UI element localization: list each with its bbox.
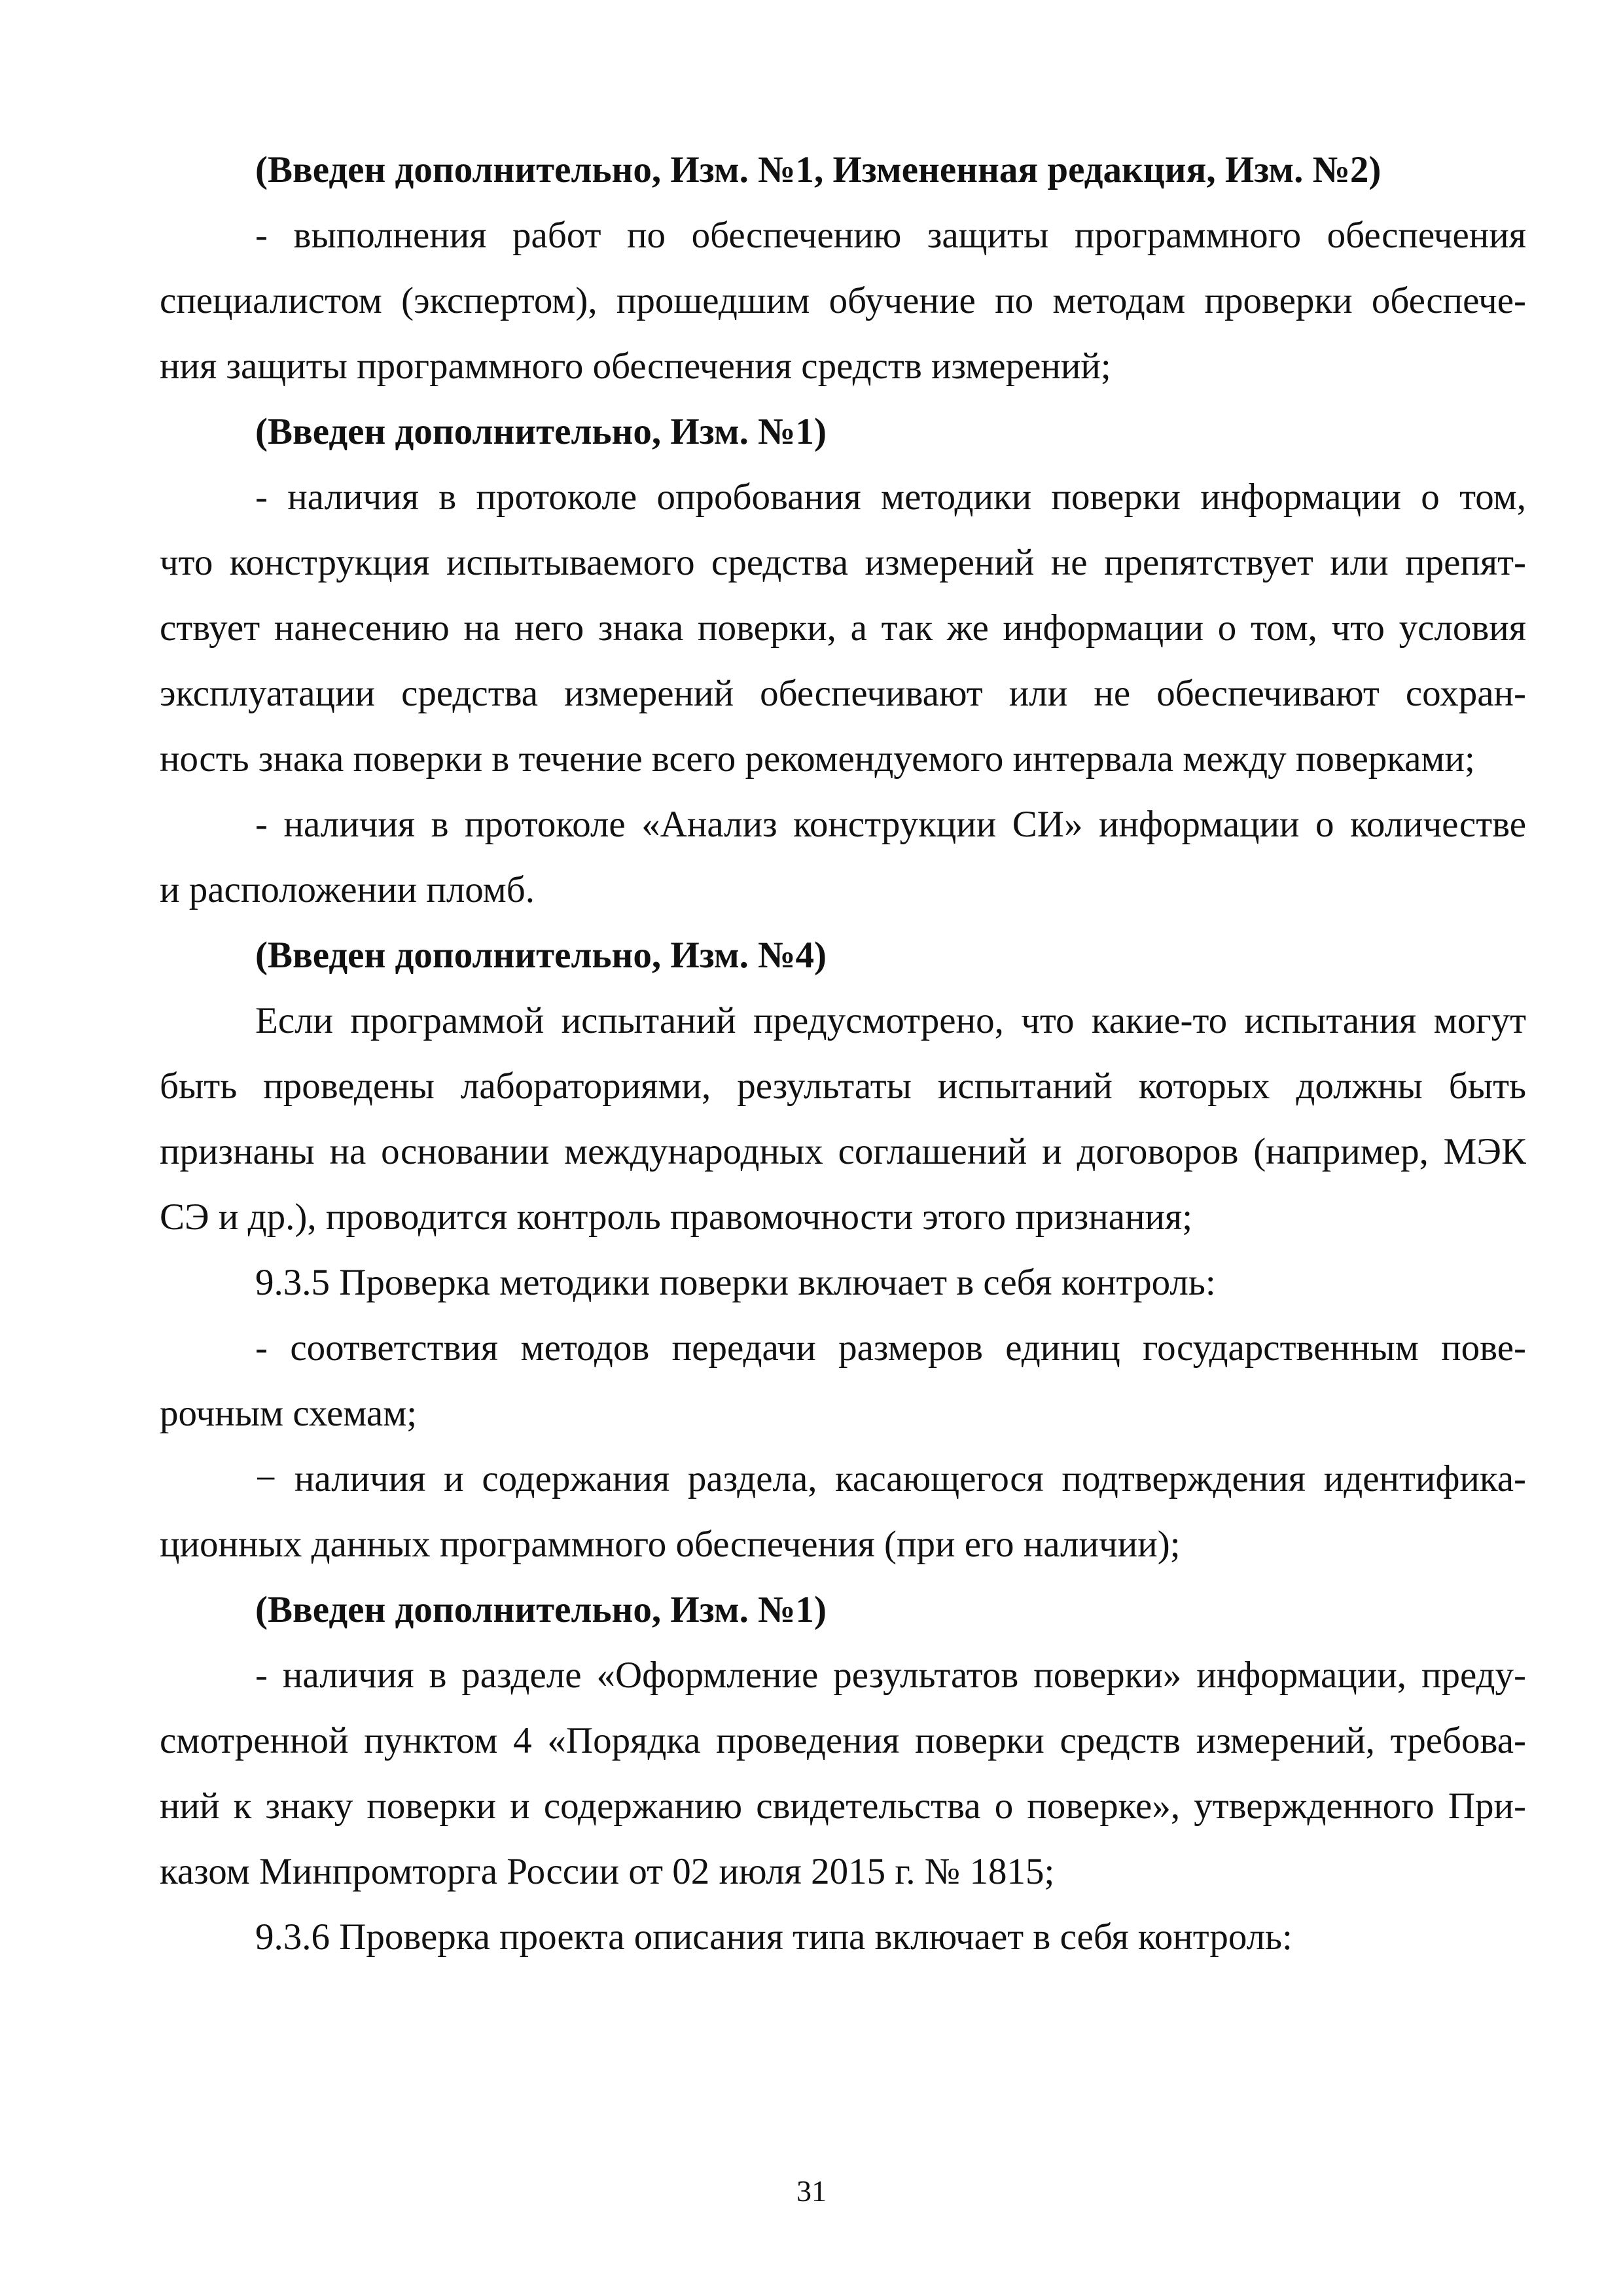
text-line: рочным схемам;: [160, 1393, 418, 1434]
amendment-note-4: (Введен дополнительно, Изм. №1): [255, 1589, 827, 1630]
text-line: ния защиты программного обеспечения средств измерений;: [160, 346, 1111, 387]
text-line: - наличия в протоколе опробования методики поверки информации о том,: [255, 476, 1526, 518]
text-line: − наличия и содержания раздела, касающегося подтверждения идентифика-: [255, 1458, 1526, 1499]
text-line: и расположении пломб.: [160, 869, 535, 910]
amendment-note-2: (Введен дополнительно, Изм. №1): [255, 411, 827, 452]
amendment-note-1: (Введен дополнительно, Изм. №1, Измененная редакция, Изм. №2): [255, 149, 1382, 190]
text-line: ционных данных программного обеспечения (при его наличии);: [160, 1524, 1181, 1565]
text-line: СЭ и др.), проводится контроль правомочности этого признания;: [160, 1196, 1193, 1238]
text-line: ний к знаку поверки и содержанию свидетельства о поверке», утвержденного При-: [160, 1785, 1526, 1827]
text-line: - наличия в разделе «Оформление результатов поверки» информации, преду-: [255, 1655, 1526, 1696]
text-line: Если программой испытаний предусмотрено, что какие-то испытания могут: [255, 1000, 1526, 1041]
section-heading-9-3-5: 9.3.5 Проверка методики поверки включает в себя контроль:: [255, 1262, 1216, 1303]
text-line: признаны на основании международных соглашений и договоров (например, МЭК: [160, 1131, 1526, 1172]
text-line: - соответствия методов передачи размеров единиц государственным пове-: [255, 1327, 1526, 1369]
text-line: смотренной пунктом 4 «Порядка проведения поверки средств измерений, требова-: [160, 1720, 1526, 1761]
text-line: казом Минпромторга России от 02 июля 2015 г. № 1815;: [160, 1851, 1055, 1892]
text-line: специалистом (экспертом), прошедшим обучение по методам проверки обеспече-: [160, 280, 1526, 321]
text-line: быть проведены лабораториями, результаты испытаний которых должны быть: [160, 1066, 1526, 1107]
section-heading-9-3-6: 9.3.6 Проверка проекта описания типа включает в себя контроль:: [255, 1916, 1293, 1958]
text-line: ность знака поверки в течение всего рекомендуемого интервала между поверками;: [160, 738, 1475, 780]
text-line: - наличия в протоколе «Анализ конструкции СИ» информации о количестве: [255, 804, 1526, 845]
text-line: - выполнения работ по обеспечению защиты программного обеспечения: [255, 215, 1526, 256]
amendment-note-3: (Введен дополнительно, Изм. №4): [255, 935, 827, 976]
page-number: 31: [796, 2174, 827, 2208]
text-line: что конструкция испытываемого средства измерений не препятствует или препят-: [160, 542, 1526, 583]
text-line: ствует нанесению на него знака поверки, а так же информации о том, что условия: [160, 607, 1526, 649]
text-line: эксплуатации средства измерений обеспечивают или не обеспечивают сохран-: [160, 673, 1526, 714]
